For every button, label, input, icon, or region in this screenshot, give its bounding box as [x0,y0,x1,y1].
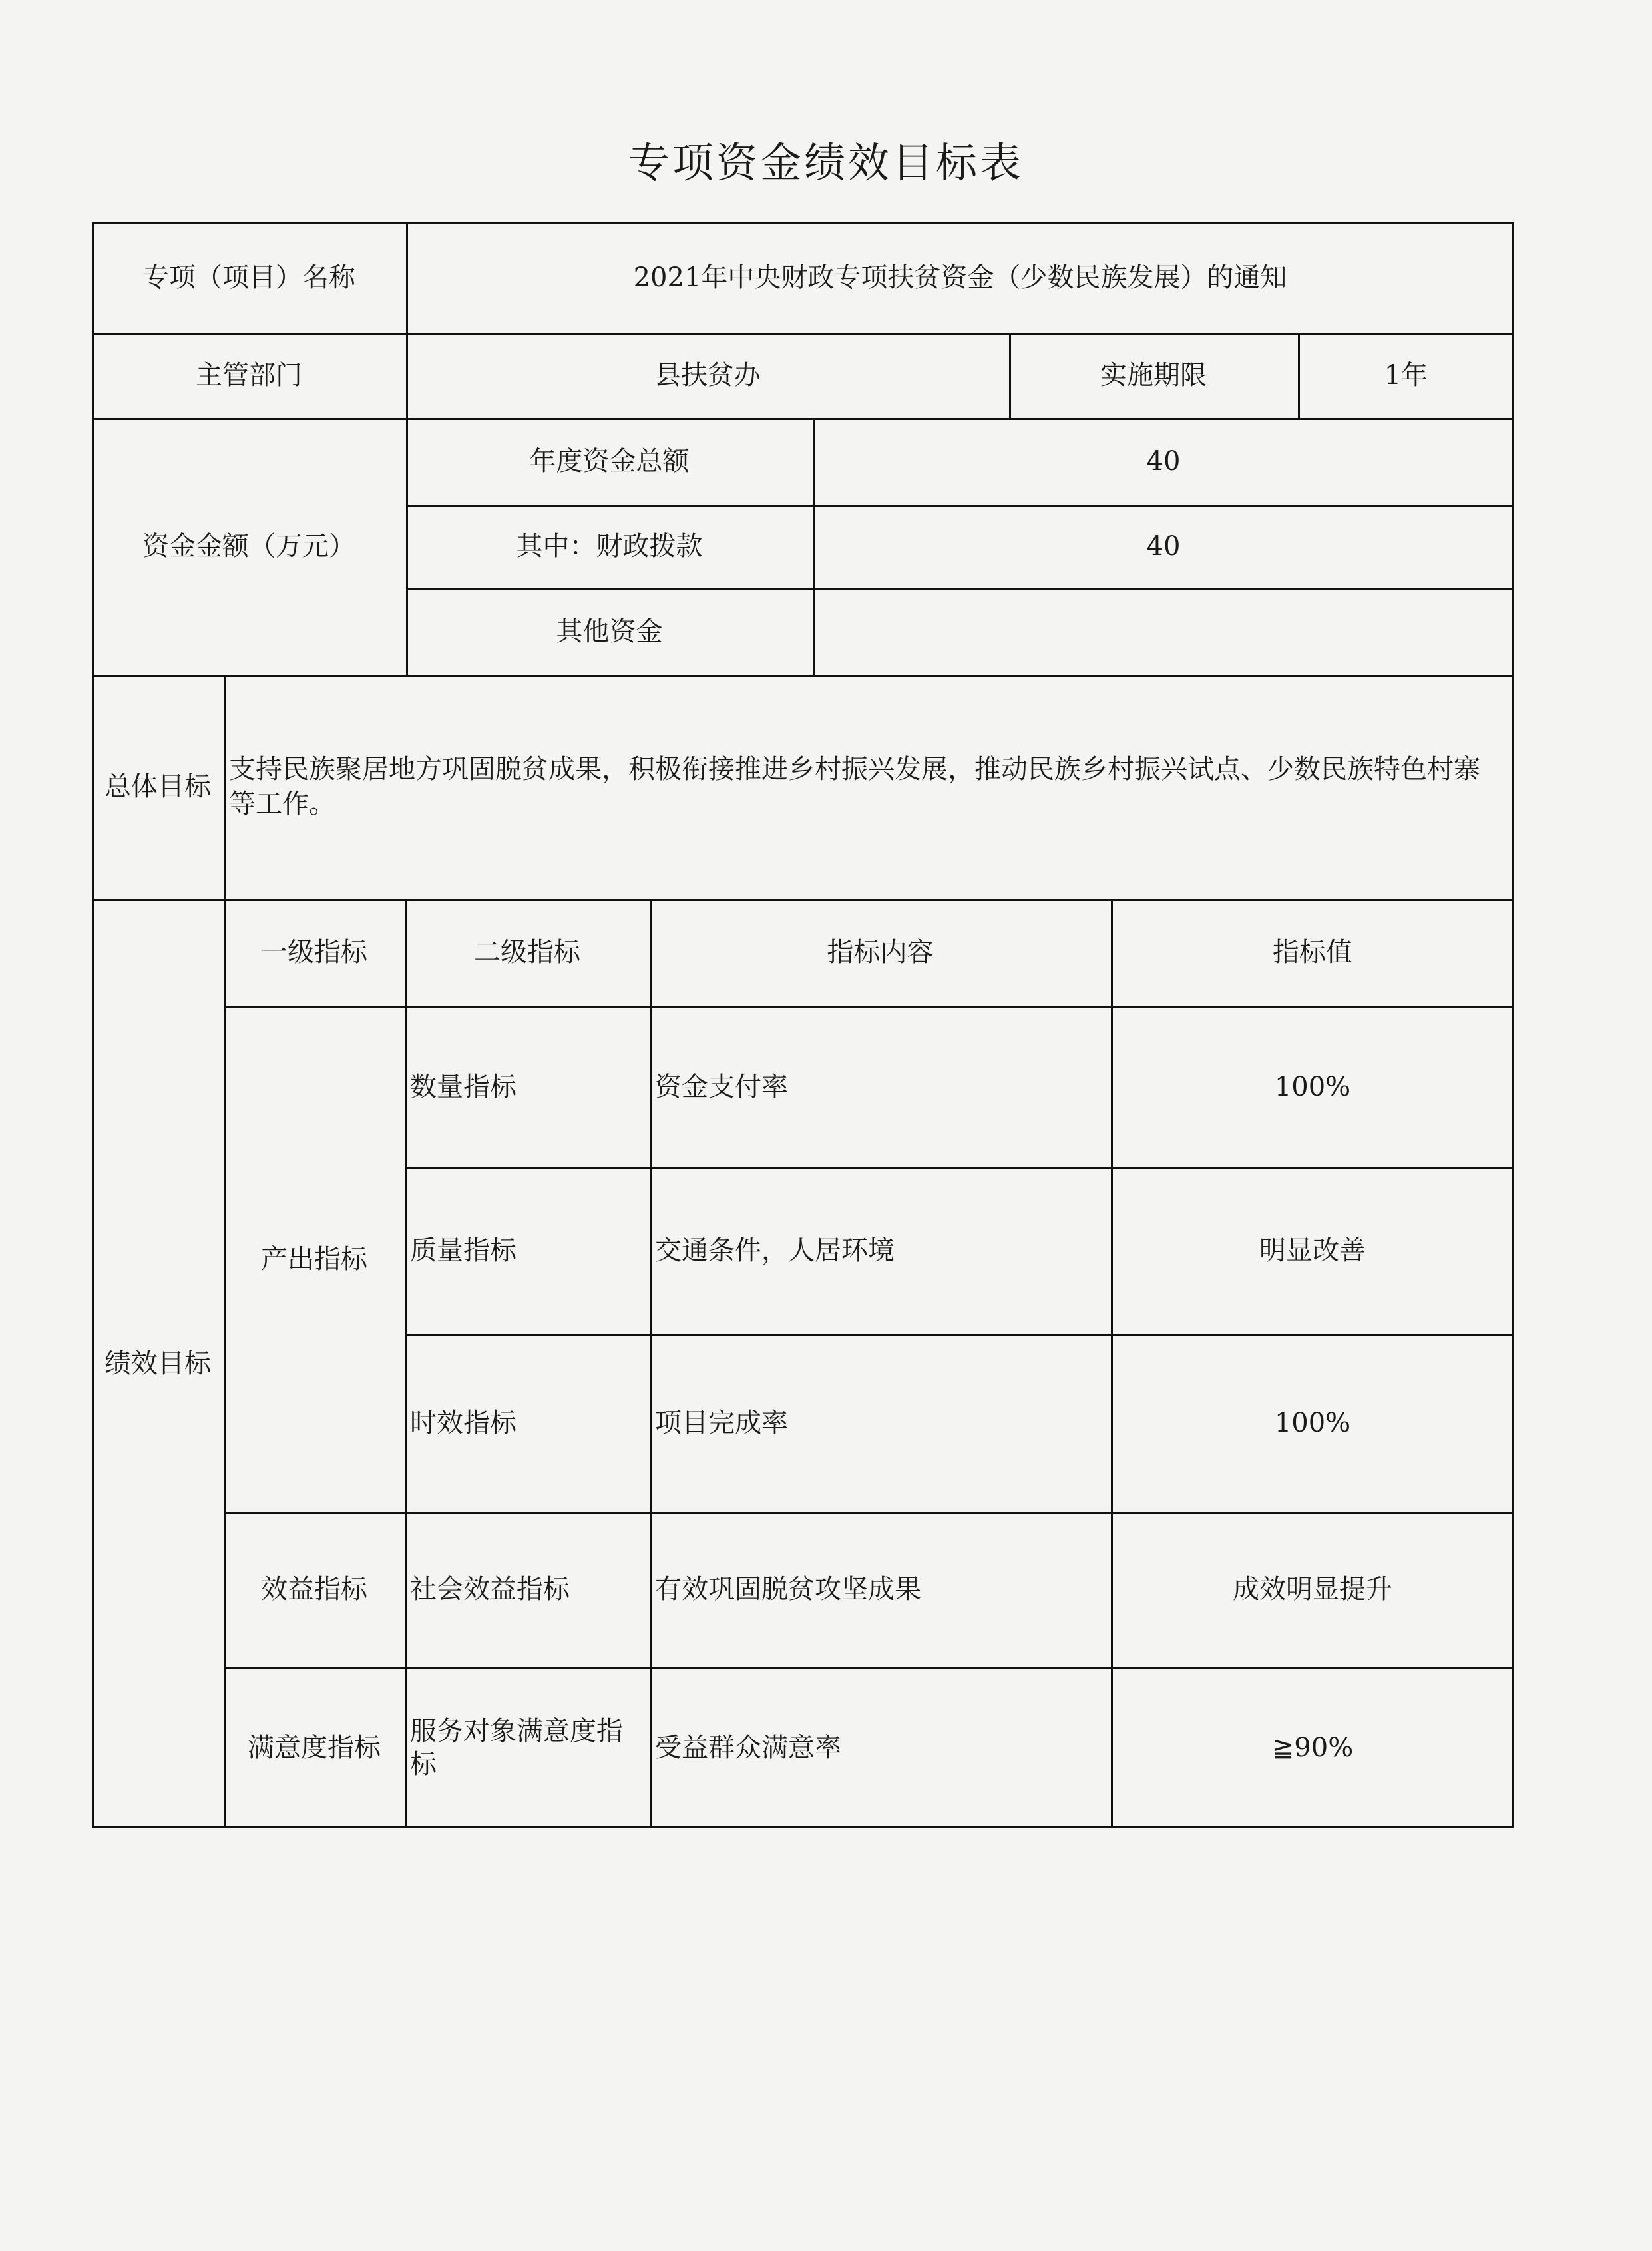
header-level2: 二级指标 [474,937,580,968]
level2-quantity: 数量指标 [410,1072,516,1102]
value-beneficiary-satisfaction: ≧90% [1271,1732,1354,1763]
level2-timeliness: 时效指标 [410,1407,516,1438]
level2-quality: 质量指标 [410,1235,516,1266]
content-beneficiary-satisfaction: 受益群众满意率 [655,1732,841,1763]
annual-total-label: 年度资金总额 [529,446,690,477]
level1-output: 产出指标 [261,1243,367,1275]
department-value: 县扶贫办 [654,360,761,391]
level2-service-satisfaction: 服务对象满意度指标 [410,1715,623,1780]
overall-goal-label: 总体目标 [104,771,211,802]
fiscal-allocation-label: 其中：财政拨款 [516,531,703,562]
level2-social-benefit: 社会效益指标 [410,1573,570,1605]
project-name-label: 专项（项目）名称 [142,262,355,293]
header-content: 指标内容 [827,937,934,968]
value-payment-rate: 100% [1274,1072,1351,1102]
value-living-conditions: 明显改善 [1259,1235,1366,1266]
level1-benefit: 效益指标 [261,1573,367,1605]
fiscal-allocation-value: 40 [1146,531,1181,562]
header-level1: 一级指标 [261,937,367,968]
period-label: 实施期限 [1100,360,1207,391]
performance-goal-label: 绩效目标 [104,1348,211,1379]
other-funds-label: 其他资金 [556,616,663,647]
level1-satisfaction: 满意度指标 [248,1732,381,1763]
overall-goal-text: 支持民族聚居地方巩固脱贫成果，积极衔接推进乡村振兴发展，推动民族乡村振兴试点、少数民族特色村寨等工作。 [229,754,1480,819]
content-payment-rate: 资金支付率 [655,1072,788,1102]
page-title: 专项资金绩效目标表 [628,138,1024,187]
funds-label: 资金金额（万元） [142,531,355,562]
content-consolidate-results: 有效巩固脱贫攻坚成果 [655,1573,921,1605]
content-completion-rate: 项目完成率 [655,1407,788,1438]
department-label: 主管部门 [196,360,302,391]
header-value: 指标值 [1273,937,1352,968]
project-name-value: 2021年中央财政专项扶贫资金（少数民族发展）的通知 [633,262,1287,293]
period-value: 1年 [1384,360,1428,391]
annual-total-value: 40 [1146,446,1181,477]
value-consolidate-results: 成效明显提升 [1233,1573,1392,1605]
performance-target-form [92,222,1514,1828]
content-living-conditions: 交通条件，人居环境 [655,1235,895,1266]
other-funds-value [813,588,1514,675]
value-completion-rate: 100% [1274,1407,1351,1438]
